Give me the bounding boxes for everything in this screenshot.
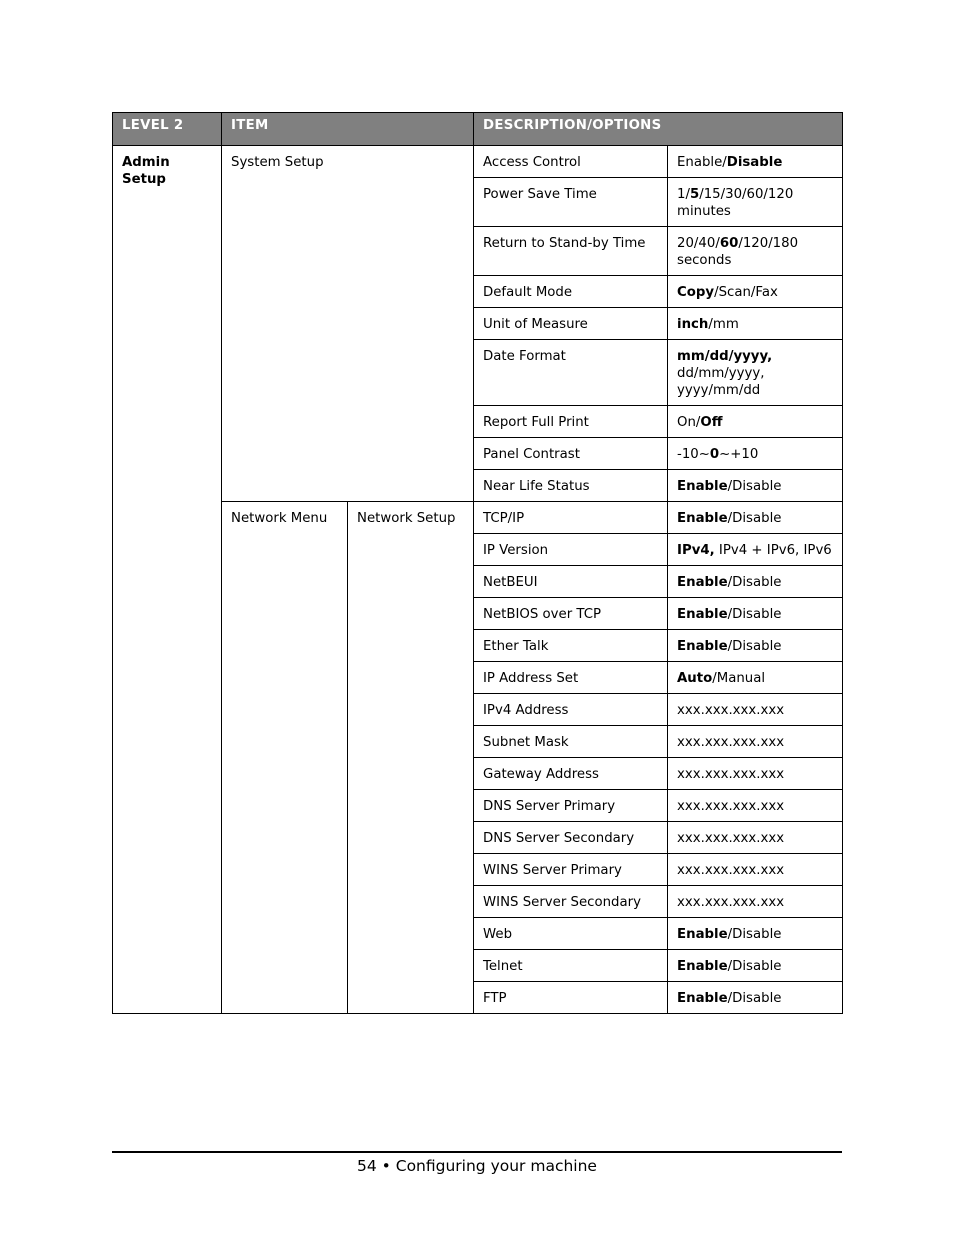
option-text: On/ <box>677 415 701 430</box>
subitem-cell: Network Setup <box>348 502 474 1014</box>
header-level2: LEVEL 2 <box>113 113 222 146</box>
setting-options <box>668 227 843 276</box>
setting-name: Power Save Time <box>474 178 668 227</box>
setting-name: Telnet <box>474 950 668 982</box>
option-text: /Disable <box>727 959 782 974</box>
setting-options <box>668 854 843 886</box>
setting-options <box>668 918 843 950</box>
default-option: Enable <box>677 607 728 622</box>
option-text: IPv4 + IPv6, IPv6 <box>714 543 832 558</box>
option-text: xxx.xxx.xxx.xxx <box>677 895 785 910</box>
setting-name: FTP <box>474 982 668 1014</box>
default-option: Enable <box>677 959 728 974</box>
setting-options <box>668 982 843 1014</box>
table-row <box>113 502 843 534</box>
setting-name: Report Full Print <box>474 406 668 438</box>
item-cell: Network Menu <box>222 502 348 1014</box>
option-text: 1/ <box>677 187 690 202</box>
option-text: xxx.xxx.xxx.xxx <box>677 799 785 814</box>
option-text: /mm <box>708 317 739 332</box>
default-option: 0 <box>709 447 720 462</box>
default-option: Disable <box>726 155 783 170</box>
option-text: /Scan/Fax <box>714 285 778 300</box>
default-option: Enable <box>677 575 728 590</box>
setting-name: NetBEUI <box>474 566 668 598</box>
option-text: xxx.xxx.xxx.xxx <box>677 767 785 782</box>
header-row <box>113 113 843 146</box>
setting-options <box>668 178 843 227</box>
default-option: Enable <box>677 927 728 942</box>
item-cell: System Setup <box>222 146 474 502</box>
setting-options <box>668 340 843 406</box>
level2-cell: Admin Setup <box>113 146 222 1014</box>
setting-options <box>668 566 843 598</box>
menu-table <box>112 112 843 1014</box>
option-text: ~+10 <box>719 447 759 462</box>
setting-options <box>668 790 843 822</box>
default-option: 5 <box>689 187 700 202</box>
header-item: ITEM <box>222 113 474 146</box>
setting-name: Access Control <box>474 146 668 178</box>
setting-name: NetBIOS over TCP <box>474 598 668 630</box>
option-text: /15/30/60/120 minutes <box>677 187 794 219</box>
option-text: /Disable <box>727 991 782 1006</box>
setting-name: DNS Server Secondary <box>474 822 668 854</box>
option-text: /Disable <box>727 927 782 942</box>
option-text: xxx.xxx.xxx.xxx <box>677 863 785 878</box>
default-option: 60 <box>719 236 739 251</box>
setting-options <box>668 886 843 918</box>
option-text: xxx.xxx.xxx.xxx <box>677 735 785 750</box>
option-text: xxx.xxx.xxx.xxx <box>677 703 785 718</box>
option-text: dd/mm/yyyy, yyyy/mm/dd <box>677 366 765 398</box>
setting-name: IP Version <box>474 534 668 566</box>
setting-options <box>668 146 843 178</box>
setting-options <box>668 758 843 790</box>
footer-rule <box>112 1151 842 1153</box>
setting-name: Date Format <box>474 340 668 406</box>
setting-name: Default Mode <box>474 276 668 308</box>
option-text: /Disable <box>727 479 782 494</box>
setting-options <box>668 470 843 502</box>
default-option: Auto <box>677 671 713 686</box>
option-text: /Disable <box>727 639 782 654</box>
setting-options <box>668 406 843 438</box>
default-option: Copy <box>677 285 715 300</box>
option-text: /Disable <box>727 575 782 590</box>
setting-options <box>668 694 843 726</box>
setting-options <box>668 822 843 854</box>
default-option: IPv4, <box>677 543 715 558</box>
setting-name: Near Life Status <box>474 470 668 502</box>
option-text: /Disable <box>727 607 782 622</box>
default-option: Enable <box>677 639 728 654</box>
setting-name: DNS Server Primary <box>474 790 668 822</box>
default-option: Enable <box>677 511 728 526</box>
default-option: inch <box>677 317 709 332</box>
table-body <box>113 146 843 1014</box>
setting-options <box>668 438 843 470</box>
default-option: Enable <box>677 991 728 1006</box>
option-text: -10~ <box>677 447 710 462</box>
setting-options <box>668 662 843 694</box>
setting-name: Ether Talk <box>474 630 668 662</box>
option-text: /Disable <box>727 511 782 526</box>
setting-options <box>668 502 843 534</box>
setting-options <box>668 308 843 340</box>
page-footer: 54 • Configuring your machine <box>357 1157 597 1175</box>
setting-options <box>668 534 843 566</box>
option-text: xxx.xxx.xxx.xxx <box>677 831 785 846</box>
setting-options <box>668 726 843 758</box>
setting-name: Panel Contrast <box>474 438 668 470</box>
option-text: 20/40/ <box>677 236 720 251</box>
table-row <box>113 146 843 178</box>
option-text: Enable/ <box>677 155 727 170</box>
setting-name: Gateway Address <box>474 758 668 790</box>
setting-name: Return to Stand-by Time <box>474 227 668 276</box>
option-text: /120/180 seconds <box>677 236 799 268</box>
header-description: DESCRIPTION/OPTIONS <box>474 113 843 146</box>
default-option: Enable <box>677 479 728 494</box>
setting-options <box>668 950 843 982</box>
setting-name: WINS Server Secondary <box>474 886 668 918</box>
default-option: mm/dd/yyyy, <box>677 349 773 364</box>
setting-name: WINS Server Primary <box>474 854 668 886</box>
setting-name: Unit of Measure <box>474 308 668 340</box>
setting-name: IPv4 Address <box>474 694 668 726</box>
setting-options <box>668 598 843 630</box>
default-option: Off <box>700 415 723 430</box>
setting-name: TCP/IP <box>474 502 668 534</box>
setting-options <box>668 276 843 308</box>
setting-name: Subnet Mask <box>474 726 668 758</box>
setting-options <box>668 630 843 662</box>
setting-name: Web <box>474 918 668 950</box>
option-text: /Manual <box>712 671 766 686</box>
setting-name: IP Address Set <box>474 662 668 694</box>
